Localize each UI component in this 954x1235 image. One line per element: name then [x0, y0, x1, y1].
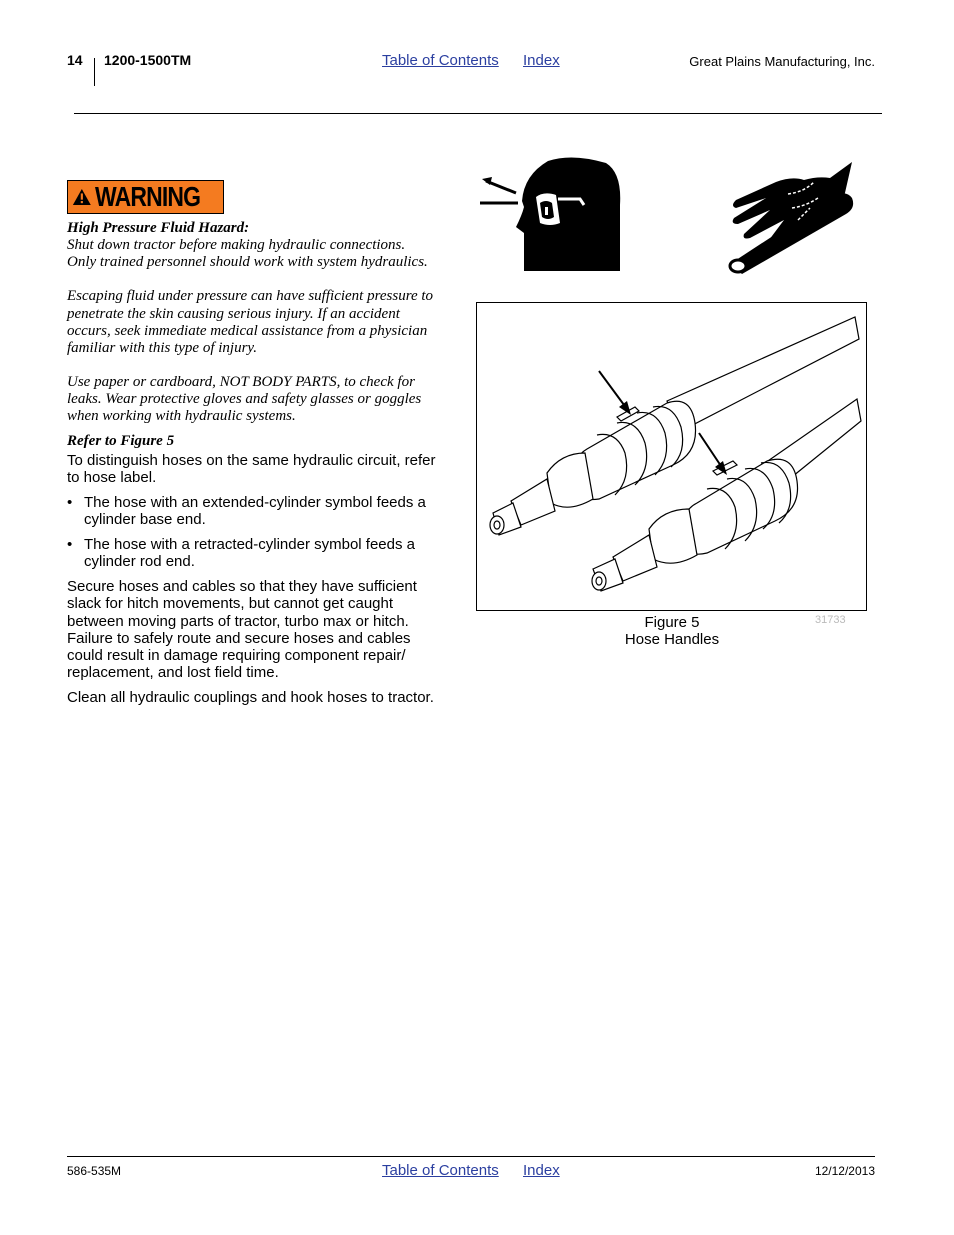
warning-label: WARNING [94, 181, 200, 212]
bullet1-line2: cylinder base end. [84, 511, 206, 528]
warning-triangle-icon [72, 187, 92, 207]
bullet-retracted [67, 536, 452, 570]
hazard-title: High Pressure Fluid Hazard: [67, 220, 250, 236]
header-toc-link[interactable]: Table of Contents [382, 52, 499, 69]
hand-injection-icon [726, 158, 856, 274]
warning-para3-line3: when working with hydraulic systems. [67, 408, 296, 424]
figure-caption [600, 614, 744, 648]
refer-to-figure: Refer to Figure 5 [67, 433, 175, 449]
secure-line1: Secure hoses and cables so that they have sufficient [67, 578, 417, 595]
warning-para2-line2: penetrate the skin causing serious injury. If an accident [67, 306, 400, 322]
warning-para2-line1: Escaping fluid under pressure can have sufficient pressure to [67, 288, 434, 304]
warning-para1-line1: Shut down tractor before making hydraulic connections. [67, 237, 406, 253]
header-rule [74, 113, 882, 114]
company-name: Great Plains Manufacturing, Inc. [689, 54, 875, 69]
figure-label: Figure 5 [644, 614, 700, 631]
warning-para3-line2: leaks. Wear protective gloves and safety glasses or goggles [67, 391, 422, 407]
footer-rule [67, 1156, 875, 1157]
page-number: 14 [67, 52, 83, 68]
hose-handles-illustration [477, 303, 866, 610]
bullet-dot: • [67, 494, 73, 511]
figure-image-number: 31733 [815, 614, 846, 626]
intro-line1: To distinguish hoses on the same hydraulic circuit, refer [67, 452, 436, 469]
warning-para3-line1: Use paper or cardboard, NOT BODY PARTS, to check for [67, 374, 415, 390]
model-title: 1200-1500TM [104, 52, 192, 68]
clean-instruction: Clean all hydraulic couplings and hook hoses to tractor. [67, 689, 434, 706]
bullet2-line1: The hose with a retracted-cylinder symbol feeds a [84, 536, 415, 553]
secure-line6: replacement, and lost field time. [67, 664, 279, 681]
footer-toc-link[interactable]: Table of Contents [382, 1162, 499, 1179]
footer-index-link[interactable]: Index [523, 1162, 560, 1179]
bullet2-line2: cylinder rod end. [84, 553, 195, 570]
warning-para2-line3: occurs, seek immediate medical assistance from a physician [67, 323, 428, 339]
secure-line2: slack for hitch movements, but cannot get caught [67, 595, 394, 612]
bullet-dot: • [67, 536, 73, 553]
figure-title: Hose Handles [624, 631, 720, 648]
figure-frame [476, 302, 867, 611]
secure-line5: could result in damage requiring component repair/ [67, 647, 406, 664]
warning-para1-line2: Only trained personnel should work with system hydraulics. [67, 254, 428, 270]
bullet1-line1: The hose with an extended-cylinder symbol feeds a [84, 494, 426, 511]
header-divider [94, 58, 95, 86]
document-number: 586-535M [67, 1164, 122, 1178]
publication-date: 12/12/2013 [814, 1164, 875, 1178]
warning-badge [67, 180, 224, 214]
secure-line3: between moving parts of tractor, turbo max or hitch. [67, 613, 409, 630]
bullet-extended [67, 494, 452, 528]
secure-line4: Failure to safely route and secure hoses and cables [67, 630, 411, 647]
warning-para2-line4: familiar with this type of injury. [67, 340, 258, 356]
eye-protection-icon [476, 155, 626, 275]
header-index-link[interactable]: Index [523, 52, 560, 69]
intro-line2: to hose label. [67, 469, 157, 486]
